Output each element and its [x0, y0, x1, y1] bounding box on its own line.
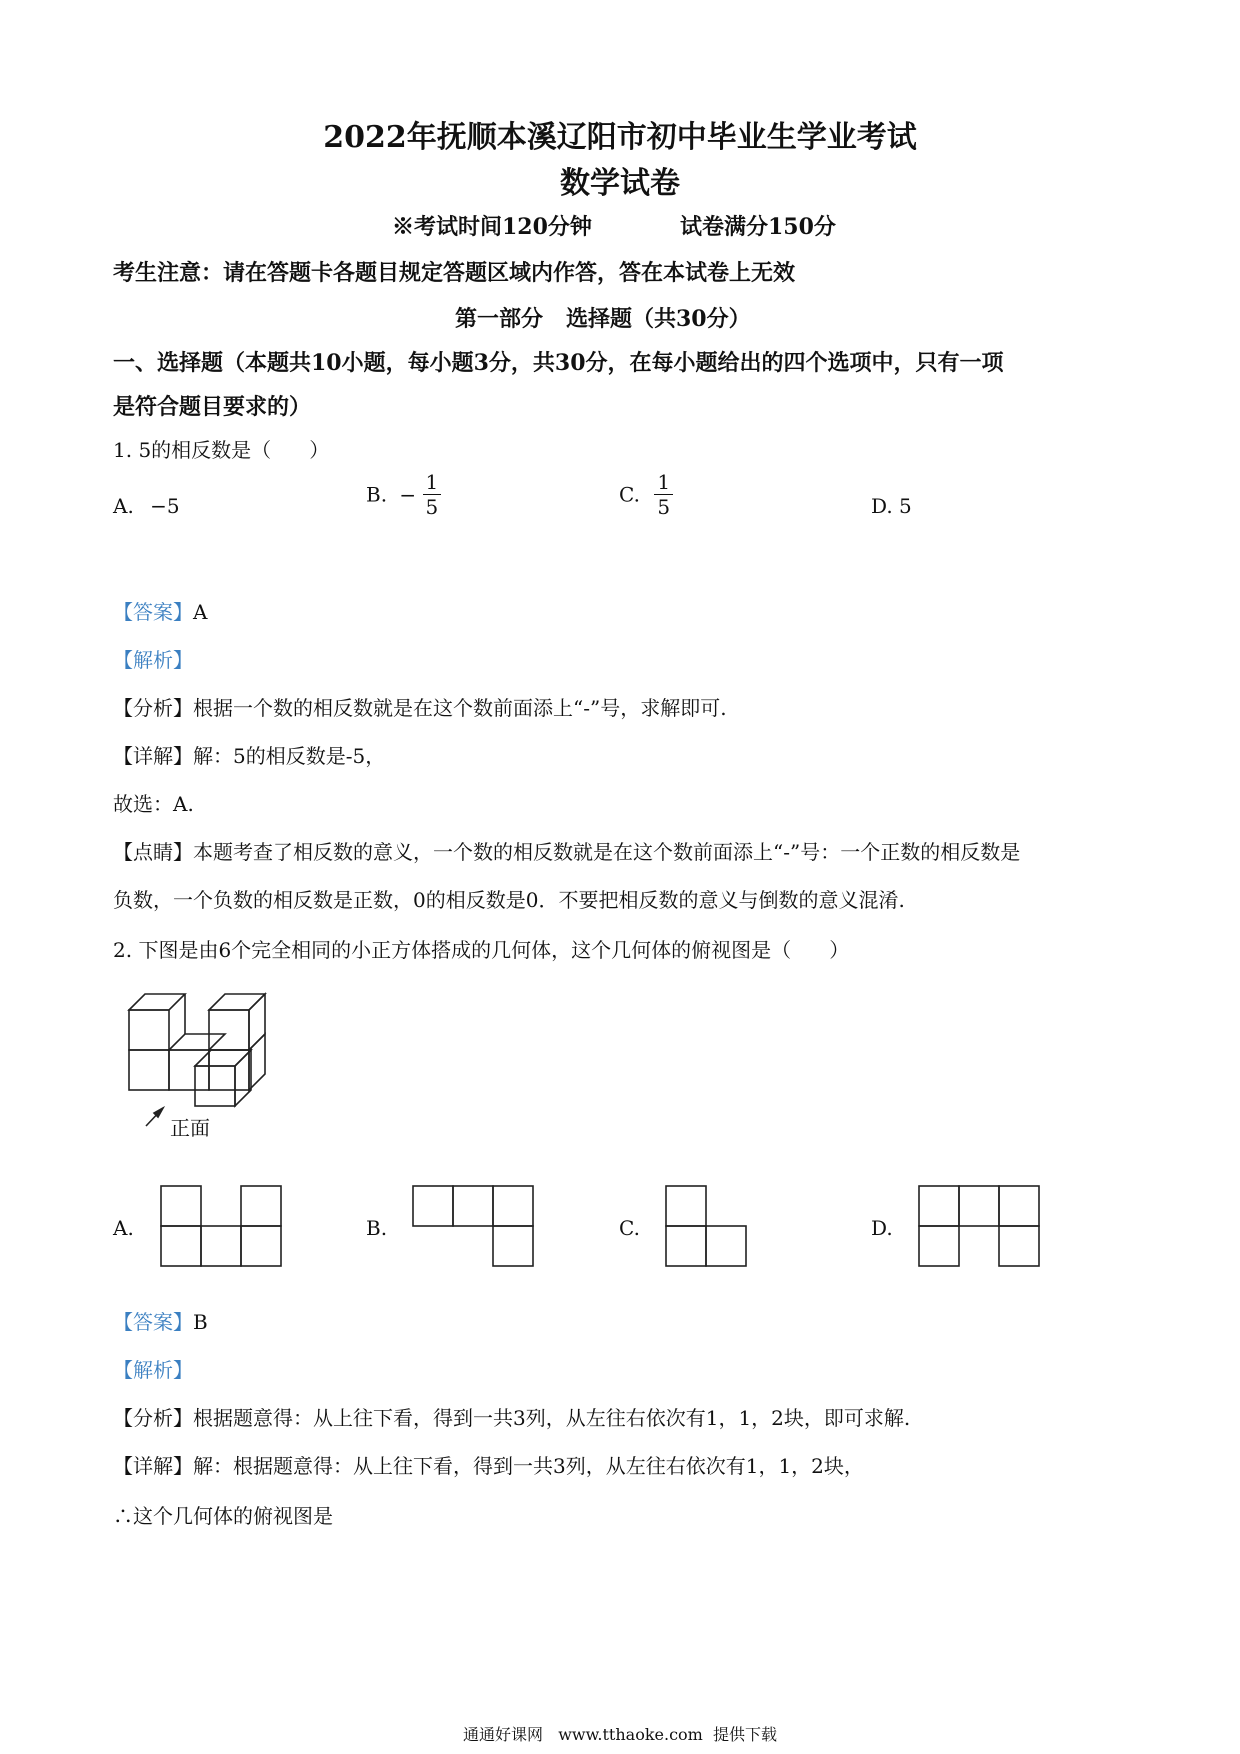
q1-option-a-value: −5 [150, 494, 180, 518]
q2-answer-value: B [193, 1310, 208, 1334]
q2-answer [113, 1306, 208, 1335]
q1-option-b-label: B. [366, 482, 388, 507]
section-heading-line2: 是符合题目要求的） [113, 394, 312, 420]
section-heading-line1: 一、选择题（本题共10小题，每小题3分，共30分，在每小题给出的四个选项中，只有一项 [113, 350, 1004, 376]
q2-stem: 2. 下图是由6个完全相同的小正方体搭成的几何体，这个几何体的俯视图是（ ） [113, 938, 850, 962]
page-footer: 通通好课网 www.tthaoke.com 提供下载 [462, 1725, 778, 1744]
q2-fenxi: 【分析】根据题意得：从上往下看，得到一共3列，从左往右依次有1，1，2块，即可求解. [113, 1406, 911, 1430]
q1-analysis-tag: 【解析】 [113, 648, 193, 672]
q1-answer-value: A [193, 600, 208, 624]
q1-stem: 1. 5的相反数是（ ） [113, 438, 330, 462]
q1-option-a-label: A. [113, 494, 134, 518]
part-title: 第一部分 选择题（共30分） [455, 306, 751, 332]
q1-option-d: D. 5 [871, 494, 912, 518]
q1-option-b-denominator: 5 [425, 495, 439, 519]
q1-guxuan: 故选：A. [113, 792, 194, 816]
q2-option-b-label: B. [366, 1216, 388, 1240]
q1-option-b-sign: − [399, 482, 417, 507]
q1-dianjing-line1: 【点睛】本题考查了相反数的意义，一个数的相反数就是在这个数前面添上“-”号：一个正数的相反数是 [113, 840, 1021, 864]
exam-notice: 考生注意：请在答题卡各题目规定答题区域内作答，答在本试卷上无效 [113, 260, 796, 286]
q2-option-a-label: A. [113, 1216, 134, 1240]
exam-time: ※考试时间120分钟 [392, 214, 592, 240]
q2-answer-tag: 【答案】 [113, 1310, 193, 1334]
q2-xiangjie: 【详解】解：根据题意得：从上往下看，得到一共3列，从左往右依次有1，1，2块， [113, 1454, 864, 1478]
full-score: 试卷满分150分 [680, 214, 836, 240]
q2-front-label: 正面 [170, 1116, 210, 1140]
exam-title: 2022年抚顺本溪辽阳市初中毕业生学业考试 [323, 120, 917, 155]
q1-option-b-numerator: 1 [423, 470, 442, 495]
q1-dianjing-line2: 负数，一个负数的相反数是正数，0的相反数是0．不要把相反数的意义与倒数的意义混淆. [113, 888, 905, 912]
q1-answer-tag: 【答案】 [113, 600, 193, 624]
q2-analysis-tag: 【解析】 [113, 1358, 193, 1382]
q2-conclusion: ∴这个几何体的俯视图是 [113, 1504, 333, 1528]
q2-option-c-label: C. [619, 1216, 640, 1240]
q1-option-c-label: C. [619, 482, 640, 507]
q1-option-c-numerator: 1 [654, 470, 673, 495]
q1-fenxi: 【分析】根据一个数的相反数就是在这个数前面添上“-”号，求解即可. [113, 696, 727, 720]
q1-option-c-denominator: 5 [657, 495, 671, 519]
q1-xiangjie: 【详解】解：5的相反数是-5， [113, 744, 386, 768]
q2-option-d-label: D. [871, 1216, 893, 1240]
exam-subtitle: 数学试卷 [560, 166, 680, 201]
